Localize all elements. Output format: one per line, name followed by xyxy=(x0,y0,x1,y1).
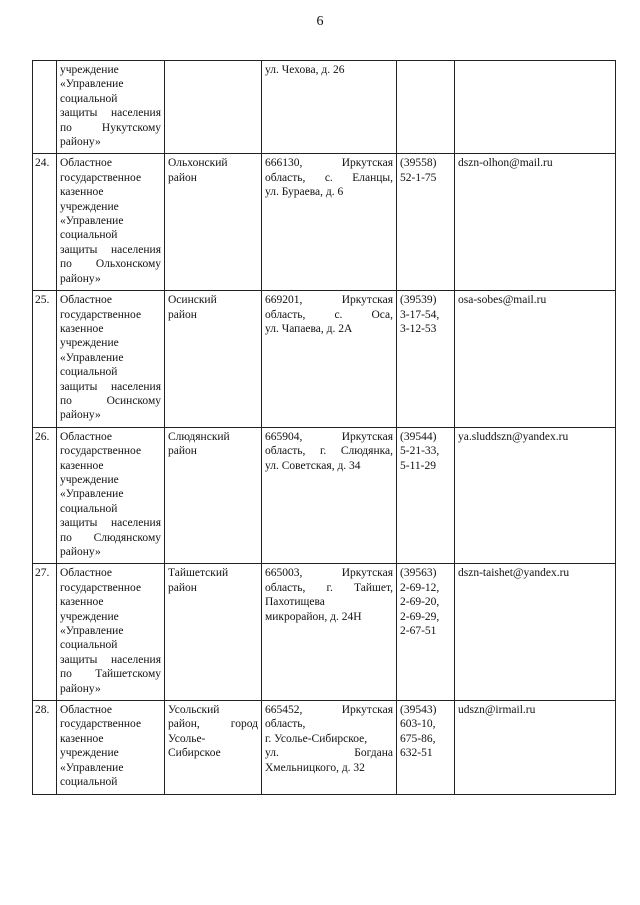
organization-line: Областное xyxy=(60,157,112,170)
district-line: Ольхонский xyxy=(168,157,228,170)
organization-line: району» xyxy=(60,136,101,149)
organization-line: «Управление xyxy=(60,488,124,501)
address-cell xyxy=(262,61,397,154)
email-cell xyxy=(455,154,616,291)
organization-line: учреждение xyxy=(60,64,119,76)
district-line: район xyxy=(168,445,197,458)
organization-line: государственное xyxy=(60,308,142,321)
organization-line: социальной xyxy=(60,639,118,652)
row-number-cell xyxy=(33,701,57,794)
organization-line: учреждение xyxy=(60,610,119,623)
organization-line: казенное xyxy=(60,732,104,745)
phone-cell xyxy=(397,61,455,154)
address-cell xyxy=(262,701,397,794)
organization-line: социальной xyxy=(60,502,118,515)
organization-line: Областное xyxy=(60,294,112,307)
organization-cell xyxy=(57,154,165,291)
district-line: район xyxy=(168,171,197,184)
email-cell xyxy=(455,61,616,154)
district-line: район xyxy=(168,581,197,594)
phone-cell xyxy=(397,564,455,701)
phone-line: 603-10, xyxy=(400,718,436,731)
address-line: ул. Богдана xyxy=(265,747,393,760)
email-cell xyxy=(455,564,616,701)
organization-line: Областное xyxy=(60,430,112,443)
table-row xyxy=(33,61,616,154)
address-line: область, г. Слюдянка, xyxy=(265,445,393,458)
organization-line: учреждение xyxy=(60,473,119,486)
organization-line: району» xyxy=(60,272,101,285)
address-cell xyxy=(262,154,397,291)
page-number: 6 xyxy=(316,14,324,29)
organization-line: «Управление xyxy=(60,351,124,364)
email-cell xyxy=(455,291,616,428)
phone-cell xyxy=(397,701,455,794)
phone-cell xyxy=(397,427,455,564)
address-line: область, с. Еланцы, xyxy=(265,171,393,184)
organization-line: по Слюдянскому xyxy=(60,531,161,544)
organization-line: учреждение xyxy=(60,200,119,213)
organization-line: «Управление xyxy=(60,78,124,91)
phone-line: 2-69-20, xyxy=(400,596,440,609)
address-line: область, г. Тайшет, xyxy=(265,581,393,594)
row-number: 28. xyxy=(35,704,50,717)
organization-line: казенное xyxy=(60,596,104,609)
organization-line: по Ольхонскому xyxy=(60,258,161,271)
row-number: 26. xyxy=(35,430,50,443)
organization-line: району» xyxy=(60,546,101,558)
row-number-cell xyxy=(33,154,57,291)
district-line: Сибирское xyxy=(168,747,221,760)
district-cell xyxy=(165,427,262,564)
phone-line: (39563) xyxy=(400,567,437,580)
row-number-cell xyxy=(33,564,57,701)
address-line: г. Усолье-Сибирское, xyxy=(265,732,368,745)
phone-line: 2-69-12, xyxy=(400,581,440,594)
email-cell xyxy=(455,701,616,794)
organization-line: казенное xyxy=(60,186,104,199)
address-cell xyxy=(262,564,397,701)
district-cell xyxy=(165,564,262,701)
organization-line: защиты населения xyxy=(60,380,161,393)
email-address: osa-sobes@mail.ru xyxy=(458,294,547,307)
email-cell xyxy=(455,427,616,564)
district-line: Усольский xyxy=(168,704,220,717)
address-line: 669201, Иркутская xyxy=(265,294,393,307)
organization-line: Областное xyxy=(60,704,112,717)
address-line: ул. Чапаева, д. 2А xyxy=(265,322,353,335)
row-number: 24. xyxy=(35,157,50,170)
organization-line: защиты населения xyxy=(60,243,161,256)
address-line: Хмельницкого, д. 32 xyxy=(265,761,365,774)
phone-cell xyxy=(397,154,455,291)
address-line: область, с. Оса, xyxy=(265,308,393,321)
row-number: 25. xyxy=(35,294,50,307)
organization-line: району» xyxy=(60,682,101,695)
organization-line: «Управление xyxy=(60,625,124,638)
organization-line: социальной xyxy=(60,776,118,789)
address-cell xyxy=(262,291,397,428)
district-cell xyxy=(165,154,262,291)
address-line: Пахотищева xyxy=(265,596,325,609)
address-line: ул. Чехова, д. 26 xyxy=(265,64,345,76)
organization-line: социальной xyxy=(60,366,118,379)
organization-cell xyxy=(57,701,165,794)
phone-cell xyxy=(397,291,455,428)
organization-line: социальной xyxy=(60,92,118,105)
address-line: ул. Бураева, д. 6 xyxy=(265,186,344,199)
district-line: район xyxy=(168,308,197,321)
organization-line: защиты населения xyxy=(60,653,161,666)
district-line: Тайшетский xyxy=(168,567,229,580)
phone-line: (39558) xyxy=(400,157,437,170)
district-line: район, город xyxy=(168,718,258,731)
phone-line: (39544) xyxy=(400,430,437,443)
organization-line: по Тайшетскому xyxy=(60,668,161,681)
district-line: Осинский xyxy=(168,294,217,307)
phone-line: (39539) xyxy=(400,294,437,307)
organization-line: казенное xyxy=(60,459,104,472)
organization-line: социальной xyxy=(60,229,118,242)
organization-line: государственное xyxy=(60,445,142,458)
organization-line: государственное xyxy=(60,171,142,184)
institutions-table xyxy=(32,60,616,795)
email-address: ya.sluddszn@yandex.ru xyxy=(458,430,569,443)
organization-line: учреждение xyxy=(60,747,119,760)
email-address: dszn-taishet@yandex.ru xyxy=(458,567,570,580)
organization-line: по Нукутскому xyxy=(60,121,161,134)
organization-line: «Управление xyxy=(60,761,124,774)
row-number: 27. xyxy=(35,567,50,580)
district-cell xyxy=(165,61,262,154)
phone-line: 632-51 xyxy=(400,747,433,760)
email-address: udszn@irmail.ru xyxy=(458,704,536,717)
address-line: 665452, Иркутская xyxy=(265,704,393,717)
organization-line: по Осинскому xyxy=(60,394,161,407)
address-cell xyxy=(262,427,397,564)
row-number-cell xyxy=(33,61,57,154)
phone-line: 5-11-29 xyxy=(400,459,436,472)
table-row xyxy=(33,427,616,564)
district-cell xyxy=(165,291,262,428)
address-line: область, xyxy=(265,718,306,731)
organization-line: государственное xyxy=(60,581,142,594)
district-cell xyxy=(165,701,262,794)
table-row xyxy=(33,564,616,701)
email-address: dszn-olhon@mail.ru xyxy=(458,157,553,170)
address-line: ул. Советская, д. 34 xyxy=(265,459,361,472)
organization-line: защиты населения xyxy=(60,517,161,530)
organization-cell xyxy=(57,564,165,701)
table-row xyxy=(33,701,616,794)
phone-line: 3-17-54, xyxy=(400,308,440,321)
phone-line: 675-86, xyxy=(400,732,436,745)
organization-line: району» xyxy=(60,409,101,422)
table-row xyxy=(33,154,616,291)
organization-line: Областное xyxy=(60,567,112,580)
organization-cell xyxy=(57,61,165,154)
phone-line: (39543) xyxy=(400,704,437,717)
phone-line: 5-21-33, xyxy=(400,445,440,458)
row-number-cell xyxy=(33,291,57,428)
address-line: 665003, Иркутская xyxy=(265,567,393,580)
address-line: 666130, Иркутская xyxy=(265,157,393,170)
address-line: 665904, Иркутская xyxy=(265,430,393,443)
organization-cell xyxy=(57,291,165,428)
phone-line: 52-1-75 xyxy=(400,171,437,184)
phone-line: 2-69-29, xyxy=(400,610,440,623)
district-line: Усолье- xyxy=(168,732,206,745)
organization-cell xyxy=(57,427,165,564)
table-body xyxy=(33,61,616,795)
row-number-cell xyxy=(33,427,57,564)
phone-line: 3-12-53 xyxy=(400,322,437,335)
table-row xyxy=(33,291,616,428)
phone-line: 2-67-51 xyxy=(400,625,437,638)
organization-line: защиты населения xyxy=(60,107,161,120)
organization-line: учреждение xyxy=(60,337,119,350)
district-line: Слюдянский xyxy=(168,430,230,443)
address-line: микрорайон, д. 24Н xyxy=(265,610,362,623)
organization-line: государственное xyxy=(60,718,142,731)
organization-line: «Управление xyxy=(60,215,124,228)
organization-line: казенное xyxy=(60,322,104,335)
